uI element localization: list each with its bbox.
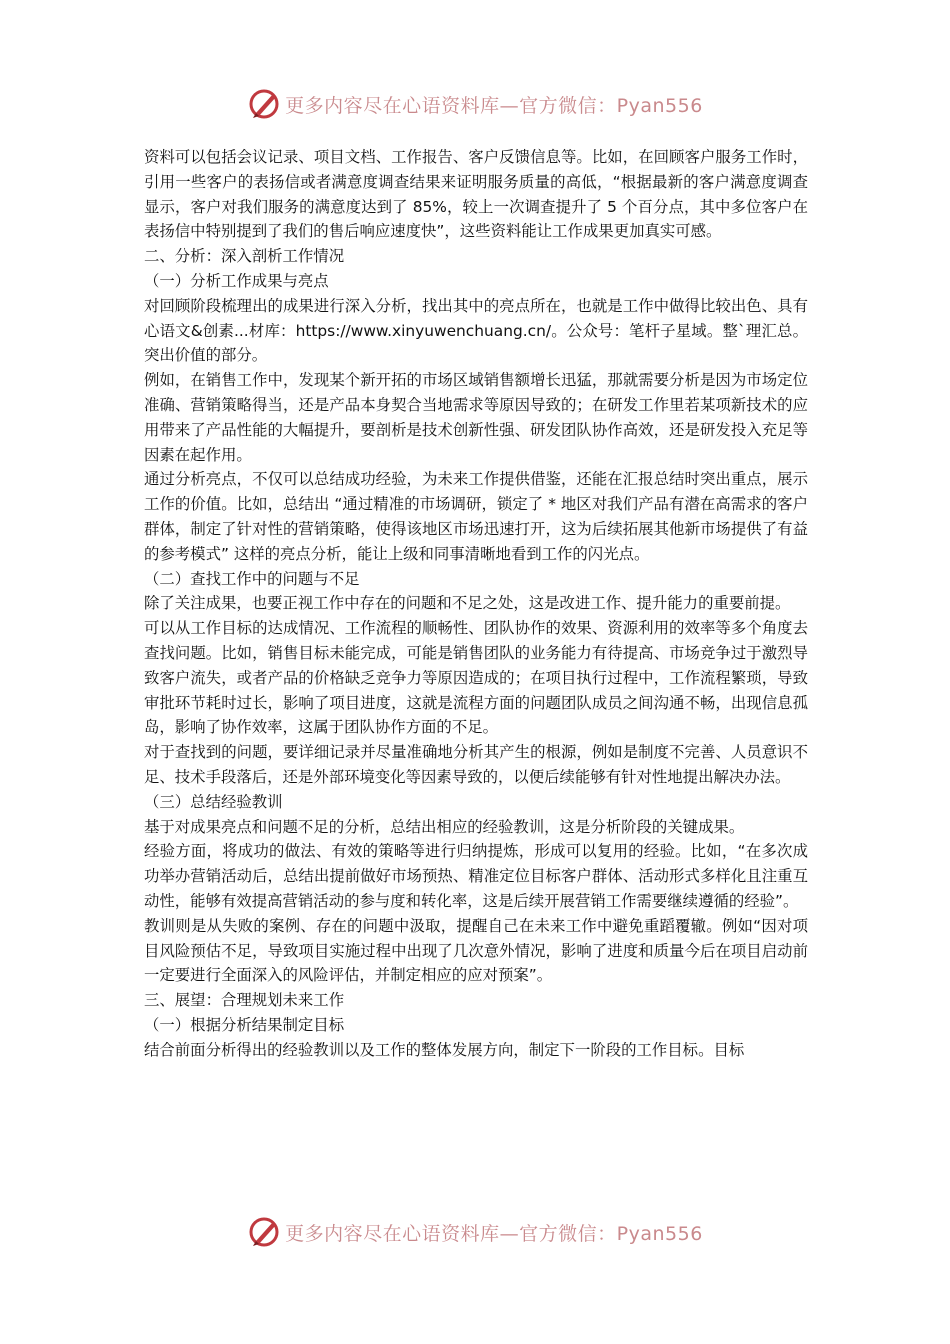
pen-logo-icon bbox=[247, 87, 281, 121]
footer-banner bbox=[0, 1212, 950, 1252]
banner-text: 更多内容尽在心语资料库—官方微信：Pyan556 bbox=[285, 94, 703, 117]
subsection-heading: （一）根据分析结果制定目标 bbox=[144, 1015, 345, 1034]
header-banner bbox=[0, 84, 950, 124]
paragraph: 经验方面，将成功的做法、有效的策略等进行归纳提炼，形成可以复用的经验。比如，“在多次成功举办营销活动后，总结出提前做好市场预热、精准定位目标客户群体、活动形式多样化且注重互动性，能够有效提高营销活动的参与度和转化率，这是后续开展营销工作需要继续遵循的经验”。 bbox=[144, 842, 808, 910]
paragraph: 对回顾阶段梳理出的成果进行深入分析，找出其中的亮点所在，也就是工作中做得比较出色、具有心语文&创素...材库：https://www.xinyuwenchuang.cn/。公众号：笔杆子星域。整`理汇总。突出价值的部分。 bbox=[144, 296, 808, 365]
document-body bbox=[144, 145, 808, 1062]
paragraph: 可以从工作目标的达成情况、工作流程的顺畅性、团队协作的效果、资源利用的效率等多个角度去查找问题。比如，销售目标未能完成，可能是销售团队的业务能力有待提高、市场竞争过于激烈导致客户流失，或者产品的价格缺乏竞争力等原因造成的；在项目执行过程中，工作流程繁琐，导致审批环节耗时过长，影响了项目进度，这就是流程方面的问题团队成员之间沟通不畅，出现信息孤岛，影响了协作效率，这属于团队协作方面的不足。 bbox=[144, 619, 808, 737]
section-heading: 二、分析：深入剖析工作情况 bbox=[144, 247, 345, 266]
pen-logo-icon bbox=[247, 1215, 281, 1249]
banner-text: 更多内容尽在心语资料库—官方微信：Pyan556 bbox=[285, 1222, 703, 1245]
subsection-heading: （一）分析工作成果与亮点 bbox=[144, 271, 329, 290]
subsection-heading: （二）查找工作中的问题与不足 bbox=[144, 569, 360, 588]
subsection-heading: （三）总结经验教训 bbox=[144, 792, 283, 811]
paragraph: 通过分析亮点，不仅可以总结成功经验，为未来工作提供借鉴，还能在汇报总结时突出重点，展示工作的价值。比如，总结出 “通过精准的市场调研，锁定了 * 地区对我们产品有潜在高需求的客户群体，制定了针对性的营销策略，使得该地区市场迅速打开，这为后续拓展其他新市场提供了有益的参考模式” 这样的亮点分析，能让上级和同事清晰地看到工作的闪光点。 bbox=[144, 470, 808, 563]
section-heading: 三、展望：合理规划未来工作 bbox=[144, 991, 345, 1010]
paragraph: 例如，在销售工作中，发现某个新开拓的市场区域销售额增长迅猛，那就需要分析是因为市场定位准确、营销策略得当，还是产品本身契合当地需求等原因导致的；在研发工作里若某项新技术的应用带来了产品性能的大幅提升，要剖析是技术创新性强、研发团队协作高效，还是研发投入充足等因素在起作用。 bbox=[144, 371, 808, 464]
paragraph: 结合前面分析得出的经验教训以及工作的整体发展方向，制定下一阶段的工作目标。目标 bbox=[144, 1040, 745, 1059]
paragraph: 除了关注成果，也要正视工作中存在的问题和不足之处，这是改进工作、提升能力的重要前提。 bbox=[144, 594, 791, 613]
paragraph: 对于查找到的问题，要详细记录并尽量准确地分析其产生的根源，例如是制度不完善、人员意识不足、技术手段落后，还是外部环境变化等因素导致的，以便后续能够有针对性地提出解决办法。 bbox=[144, 743, 808, 786]
paragraph: 基于对成果亮点和问题不足的分析，总结出相应的经验教训，这是分析阶段的关键成果。 bbox=[144, 817, 745, 836]
paragraph: 教训则是从失败的案例、存在的问题中汲取，提醒自己在未来工作中避免重蹈覆辙。例如“因对项目风险预估不足，导致项目实施过程中出现了几次意外情况，影响了进度和质量今后在项目启动前一定要进行全面深入的风险评估，并制定相应的应对预案”。 bbox=[144, 916, 808, 985]
paragraph: 资料可以包括会议记录、项目文档、工作报告、客户反馈信息等。比如，在回顾客户服务工作时，引用一些客户的表扬信或者满意度调查结果来证明服务质量的高低，“根据最新的客户满意度调查显示，客户对我们服务的满意度达到了 85%，较上一次调查提升了 5 个百分点，其中多位客户在表扬信中特别提到了我们的售后响应速度快”，这些资料能让工作成果更加真实可感。 bbox=[144, 148, 808, 241]
